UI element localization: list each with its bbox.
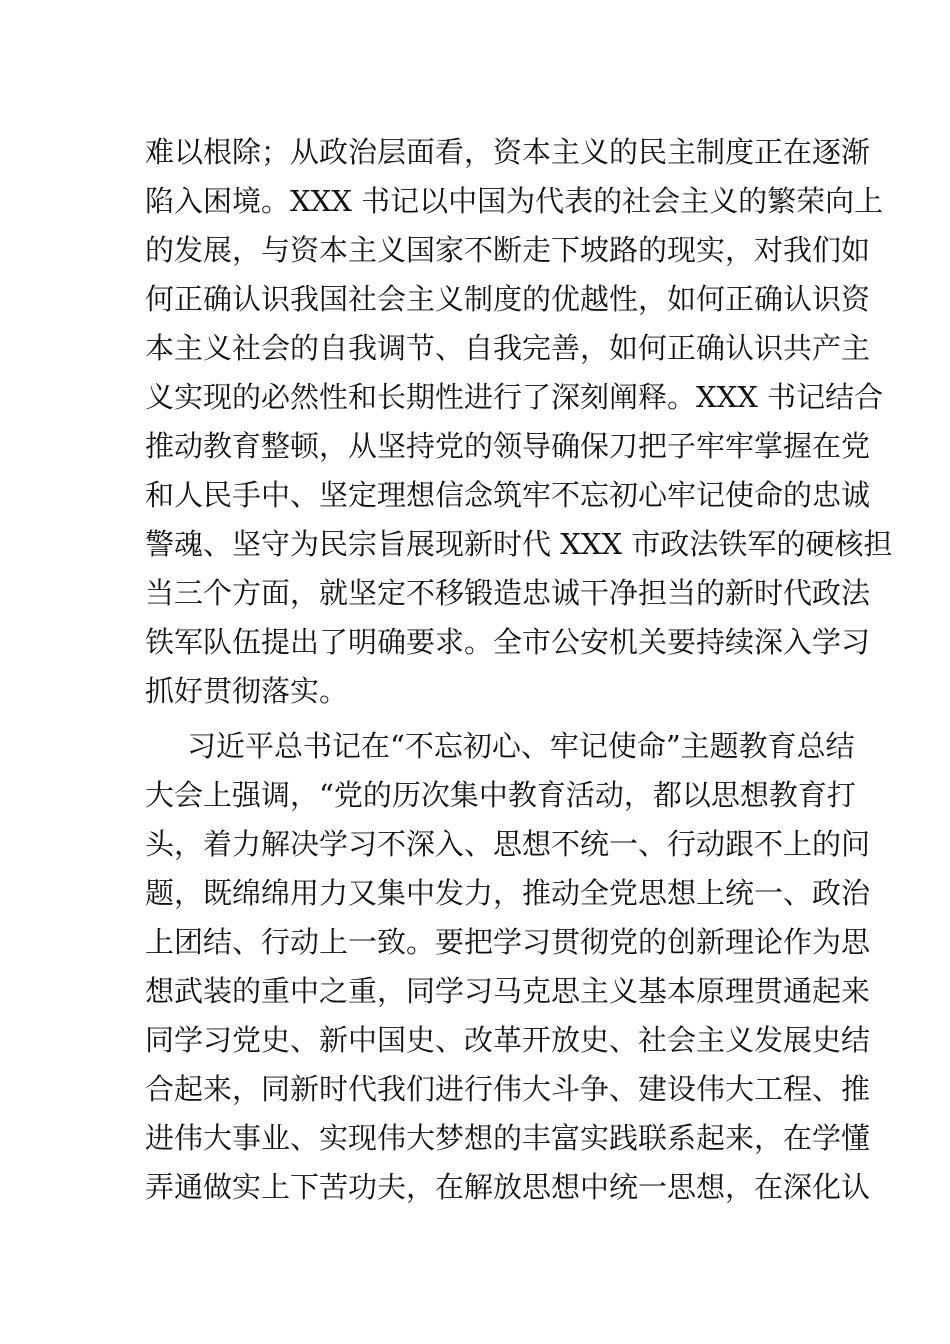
- paragraph-1-line-12: 抓好贯彻落实。: [145, 674, 349, 708]
- paragraph-2-line-2: 大会上强调，“党的历次集中教育活动，都以思想教育打: [145, 778, 856, 812]
- paragraph-2-line-1: 习近平总书记在“不忘初心、牢记使命”主题教育总结: [187, 729, 855, 763]
- paragraph-1-line-1: 难以根除；从政治层面看，资本主义的民主制度正在逐渐: [145, 135, 871, 169]
- paragraph-2-line-6: 想武装的重中之重，同学习马克思主义基本原理贯通起来: [145, 974, 871, 1008]
- paragraph-2-line-5: 上团结、行动上一致。要把学习贯彻党的创新理论作为思: [145, 925, 871, 959]
- paragraph-1-line-5: 本主义社会的自我调节、自我完善，如何正确认识共产主: [145, 331, 871, 365]
- paragraph-2-line-9: 进伟大事业、实现伟大梦想的丰富实践联系起来，在学懂: [145, 1121, 871, 1155]
- paragraph-1-line-8: 和人民手中、坚定理想信念筑牢不忘初心牢记使命的忠诚: [145, 478, 871, 512]
- paragraph-1-line-6: 义实现的必然性和长期性进行了深刻阐释。XXX 书记结合: [145, 380, 884, 414]
- paragraph-1-line-4: 何正确认识我国社会主义制度的优越性，如何正确认识资: [145, 282, 871, 316]
- paragraph-1-line-2: 陷入困境。XXX 书记以中国为代表的社会主义的繁荣向上: [145, 184, 884, 218]
- paragraph-2-line-10: 弄通做实上下苦功夫，在解放思想中统一思想，在深化认: [145, 1170, 871, 1204]
- paragraph-1-line-9: 警魂、坚守为民宗旨展现新时代 XXX 市政法铁军的硬核担: [145, 527, 893, 561]
- paragraph-2-line-4: 题，既绵绵用力又集中发力，推动全党思想上统一、政治: [145, 876, 871, 910]
- paragraph-2-line-8: 合起来，同新时代我们进行伟大斗争、建设伟大工程、推: [145, 1072, 871, 1106]
- paragraph-2-line-7: 同学习党史、新中国史、改革开放史、社会主义发展史结: [145, 1023, 871, 1057]
- paragraph-1-line-10: 当三个方面，就坚定不移锻造忠诚干净担当的新时代政法: [145, 576, 871, 610]
- paragraph-1-line-7: 推动教育整顿，从坚持党的领导确保刀把子牢牢掌握在党: [145, 429, 871, 463]
- paragraph-2-line-3: 头，着力解决学习不深入、思想不统一、行动跟不上的问: [145, 827, 871, 861]
- paragraph-1-line-3: 的发展，与资本主义国家不断走下坡路的现实，对我们如: [145, 233, 871, 267]
- paragraph-1-line-11: 铁军队伍提出了明确要求。全市公安机关要持续深入学习: [145, 625, 871, 659]
